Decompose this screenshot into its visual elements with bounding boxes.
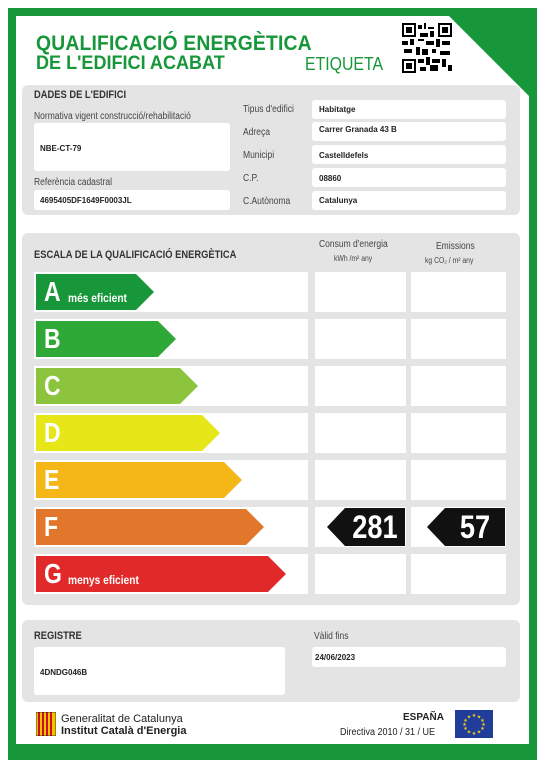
tipus-label: Tipus d'edifici <box>243 104 294 115</box>
consum-badge <box>327 508 405 546</box>
consum-cell <box>315 460 406 500</box>
valid-label: Vàlid fins <box>314 631 349 642</box>
class-letter: G <box>44 558 62 589</box>
consum-cell <box>315 272 406 312</box>
emissions-cell <box>411 460 506 500</box>
emissions-cell <box>411 272 506 312</box>
svg-text:★: ★ <box>466 729 472 736</box>
class-arrow-e <box>36 462 242 498</box>
emissions-cell <box>411 413 506 453</box>
svg-text:★: ★ <box>463 726 468 732</box>
gov-line2: Institut Català d'Energia <box>61 725 187 737</box>
emissions-label: Emissions <box>436 241 475 252</box>
consum-label: Consum d'energia <box>319 239 388 250</box>
consum-unit: kWh /m² any <box>334 254 373 263</box>
svg-text:★: ★ <box>481 722 486 728</box>
class-letter: A <box>44 276 61 307</box>
emissions-cell <box>411 366 506 406</box>
class-letter: F <box>44 511 59 542</box>
adreca-label: Adreça <box>243 127 270 138</box>
title-line2: DE L'EDIFICI ACABAT <box>36 53 225 74</box>
class-sublabel: més eficient <box>68 291 127 305</box>
class-letter: C <box>44 370 61 401</box>
directive-label: Directiva 2010 / 31 / UE <box>340 727 436 738</box>
svg-text:★: ★ <box>480 718 485 724</box>
consum-cell <box>315 413 406 453</box>
generalitat-flag-icon <box>36 712 56 736</box>
registre-value: 4DNDG046B <box>40 668 88 677</box>
scale-title: ESCALA DE LA QUALIFICACIÓ ENERGÈTICA <box>34 249 237 261</box>
ref-cadastral-label: Referència cadastral <box>34 177 112 188</box>
class-letter: B <box>44 323 61 354</box>
tipus-value: Habitatge <box>319 105 356 114</box>
emissions-cell <box>411 319 506 359</box>
class-arrow-b <box>36 321 176 357</box>
municipi-label: Municipi <box>243 150 275 161</box>
cp-label: C.P. <box>243 173 259 184</box>
etiqueta-label: ETIQUETA <box>305 54 384 74</box>
qr-code-icon <box>402 23 452 73</box>
ref-cadastral-value: 4695405DF1649F0003JL <box>40 196 132 205</box>
class-arrow-a <box>36 274 154 310</box>
class-letter: E <box>44 464 60 495</box>
svg-text:★: ★ <box>476 729 482 736</box>
country-label: ESPAÑA <box>403 712 444 723</box>
class-arrow-f <box>36 509 264 545</box>
registre-title: REGISTRE <box>34 630 82 642</box>
consum-cell <box>315 319 406 359</box>
consum-cell <box>315 366 406 406</box>
valid-value: 24/06/2023 <box>315 653 356 662</box>
gov-line1: Generalitat de Catalunya <box>61 713 183 725</box>
adreca-value: Carrer Granada 43 B <box>319 125 397 134</box>
consum-value: 281 <box>352 509 398 545</box>
svg-text:★: ★ <box>476 714 482 721</box>
svg-text:★: ★ <box>466 714 472 721</box>
building-section-title: DADES DE L'EDIFICI <box>34 89 127 101</box>
svg-text:★: ★ <box>463 718 468 724</box>
class-arrow-c <box>36 368 198 404</box>
class-arrow-d <box>36 415 220 451</box>
normativa-label: Normativa vigent construcció/rehabilitació <box>34 111 191 122</box>
autonoma-value: Catalunya <box>319 196 358 205</box>
cp-value: 08860 <box>319 174 342 183</box>
emissions-badge <box>427 508 505 546</box>
eu-flag-icon <box>455 710 493 738</box>
svg-text:★: ★ <box>480 726 485 732</box>
emissions-cell <box>411 554 506 594</box>
municipi-value: Castelldefels <box>319 151 369 160</box>
svg-text:★: ★ <box>471 731 477 737</box>
svg-text:★: ★ <box>462 722 467 728</box>
class-arrow-g <box>36 556 286 592</box>
title-line1: QUALIFICACIÓ ENERGÈTICA <box>36 32 312 55</box>
consum-cell <box>315 554 406 594</box>
class-letter: D <box>44 417 61 448</box>
autonoma-label: C.Autònoma <box>243 196 291 207</box>
emissions-unit: kg CO₂ / m² any <box>425 256 474 265</box>
svg-text:★: ★ <box>471 713 477 719</box>
normativa-value: NBE-CT-79 <box>40 144 82 153</box>
emissions-value: 57 <box>459 509 491 545</box>
class-sublabel: menys eficient <box>68 573 139 587</box>
